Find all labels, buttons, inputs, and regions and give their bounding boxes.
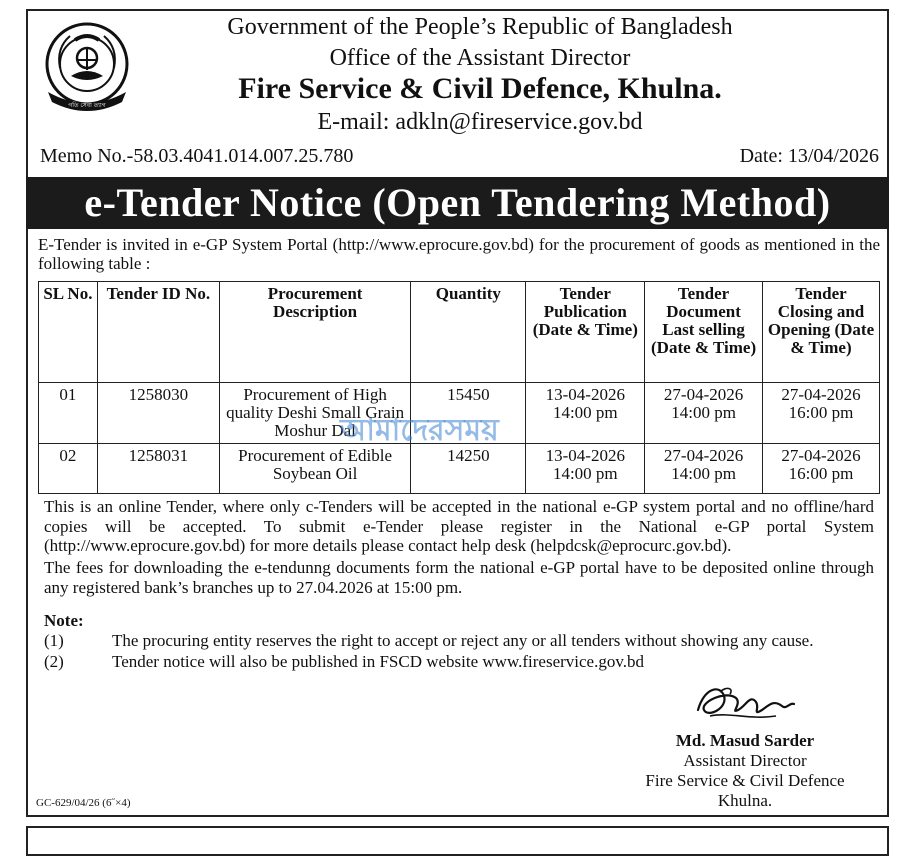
next-notice-border (26, 826, 889, 856)
signatory-city: Khulna. (717, 791, 773, 810)
notice-date: Date: 13/04/2026 (739, 145, 879, 167)
intro-paragraph: E-Tender is invited in e-GP System Portal (http://www.eprocure.gov.bd) for the procurement of goods as mentioned in the following table : (38, 235, 880, 273)
cell-description: Procurement of Edible Soybean Oil (219, 444, 410, 494)
cell-document-selling: 27-04-2026 14:00 pm (645, 444, 763, 494)
svg-text:গতি সেবা ত্যাগ: গতি সেবা ত্যাগ (68, 102, 106, 109)
table-row (39, 444, 880, 494)
notice-banner-title: e-Tender Notice (Open Tendering Method) (26, 177, 889, 229)
cell-publication: 13-04-2026 14:00 pm (526, 444, 645, 494)
signatory-title: Assistant Director (683, 751, 807, 770)
cell-tender-id: 1258030 (97, 383, 219, 444)
cell-closing-opening: 27-04-2026 16:00 pm (763, 444, 880, 494)
note-number: (2) (44, 652, 64, 671)
cell-tender-id: 1258031 (97, 444, 219, 494)
header-document-selling: Tender Document Last selling (Date & Time) (645, 282, 763, 383)
department-title: Fire Service & Civil Defence, Khulna. (238, 72, 722, 105)
header-closing-opening: Tender Closing and Opening (Date & Time) (763, 282, 880, 383)
office-email: E-mail: adkln@fireservice.gov.bd (317, 109, 643, 135)
gc-code: GC-629/04/26 (6˝×4) (36, 797, 131, 809)
cell-publication: 13-04-2026 14:00 pm (526, 383, 645, 444)
cell-document-selling: 27-04-2026 14:00 pm (645, 383, 763, 444)
handwritten-signature (690, 680, 800, 728)
note-text: Tender notice will also be published in FSCD website www.fireservice.gov.bd (112, 652, 644, 671)
table-row (39, 383, 880, 444)
cell-quantity: 14250 (411, 444, 526, 494)
signatory-organization: Fire Service & Civil Defence (645, 771, 845, 790)
header-tender-id: Tender ID No. (97, 282, 219, 383)
signatory-name: Md. Masud Sarder (675, 731, 815, 750)
office-title: Office of the Assistant Director (329, 45, 631, 71)
table-header-row (39, 282, 880, 383)
header-quantity: Quantity (411, 282, 526, 383)
cell-sl: 02 (39, 444, 98, 494)
fees-paragraph: The fees for downloading the e-tendunng documents form the national e-GP portal have to be deposited online through any registered bank’s branches up to 27.04.2026 at 15:00 pm. (44, 558, 874, 597)
header-description: Procurement Description (219, 282, 410, 383)
government-title: Government of the People’s Republic of Bangladesh (227, 14, 733, 40)
cell-quantity: 15450 (411, 383, 526, 444)
online-tender-paragraph: This is an online Tender, where only c-Tenders will be accepted in the national e-GP system portal and no offline/hard copies will be accepted. To submit e-Tender please register in the National e-GP portal System (http://www.eprocure.gov.bd) for more details please contact help desk (helpdcsk@eprocurc.gov.bd). (44, 497, 874, 555)
note-heading: Note: (44, 611, 84, 630)
note-item (44, 631, 813, 651)
note-text: The procuring entity reserves the right to accept or reject any or all tenders without showing any cause. (112, 631, 814, 650)
newspaper-watermark: আমাদেরসময় (340, 414, 499, 447)
cell-description: Procurement of High quality Deshi Small Grain Moshur Dal (219, 383, 410, 444)
cell-sl: 01 (39, 383, 98, 444)
memo-number: Memo No.-58.03.4041.014.007.25.780 (40, 145, 354, 167)
header-publication: Tender Publication (Date & Time) (526, 282, 645, 383)
note-item (44, 652, 644, 672)
header-sl: SL No. (39, 282, 98, 383)
note-number: (1) (44, 631, 64, 650)
tender-table (38, 281, 880, 494)
cell-closing-opening: 27-04-2026 16:00 pm (763, 383, 880, 444)
